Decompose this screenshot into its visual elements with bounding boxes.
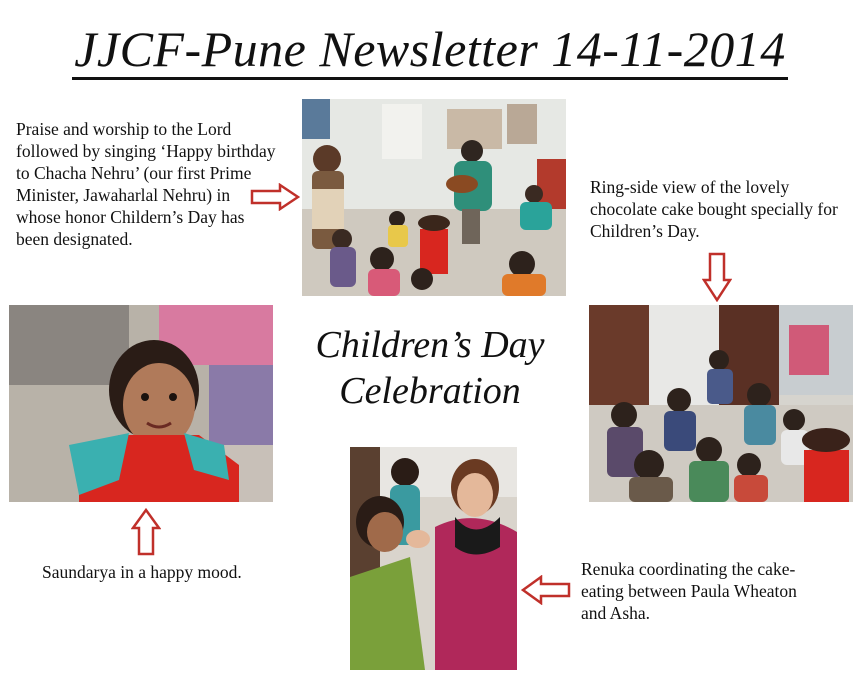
arrow-up-icon — [131, 508, 161, 556]
arrow-down-icon — [702, 252, 732, 302]
caption-renuka: Renuka coordinating the cake-eating between Paula Wheaton and Asha. — [581, 559, 797, 623]
caption-saundarya: Saundarya in a happy mood. — [42, 562, 242, 582]
photo-cake — [589, 305, 853, 502]
arrow-left-icon — [521, 575, 571, 605]
caption-cake: Ring-side view of the lovely chocolate cake bought specially for Children’s Day. — [590, 177, 838, 241]
photo-worship — [302, 99, 566, 296]
center-heading-line2: Celebration — [339, 370, 521, 412]
center-heading-line1: Children’s Day — [315, 324, 545, 366]
photo-renuka — [350, 447, 517, 670]
arrow-right-icon — [250, 183, 300, 211]
photo-saundarya — [9, 305, 273, 502]
caption-worship: Praise and worship to the Lord followed by singing ‘Happy birthday to Chacha Nehru’ (our first Prime Minister, Jawaharlal Nehru) in whose honor Childern’s Day has been designated. — [16, 119, 276, 249]
newsletter-title — [0, 18, 860, 80]
center-heading — [290, 322, 570, 414]
newsletter-title-text: JJCF-Pune Newsletter 14-11-2014 — [72, 21, 788, 80]
